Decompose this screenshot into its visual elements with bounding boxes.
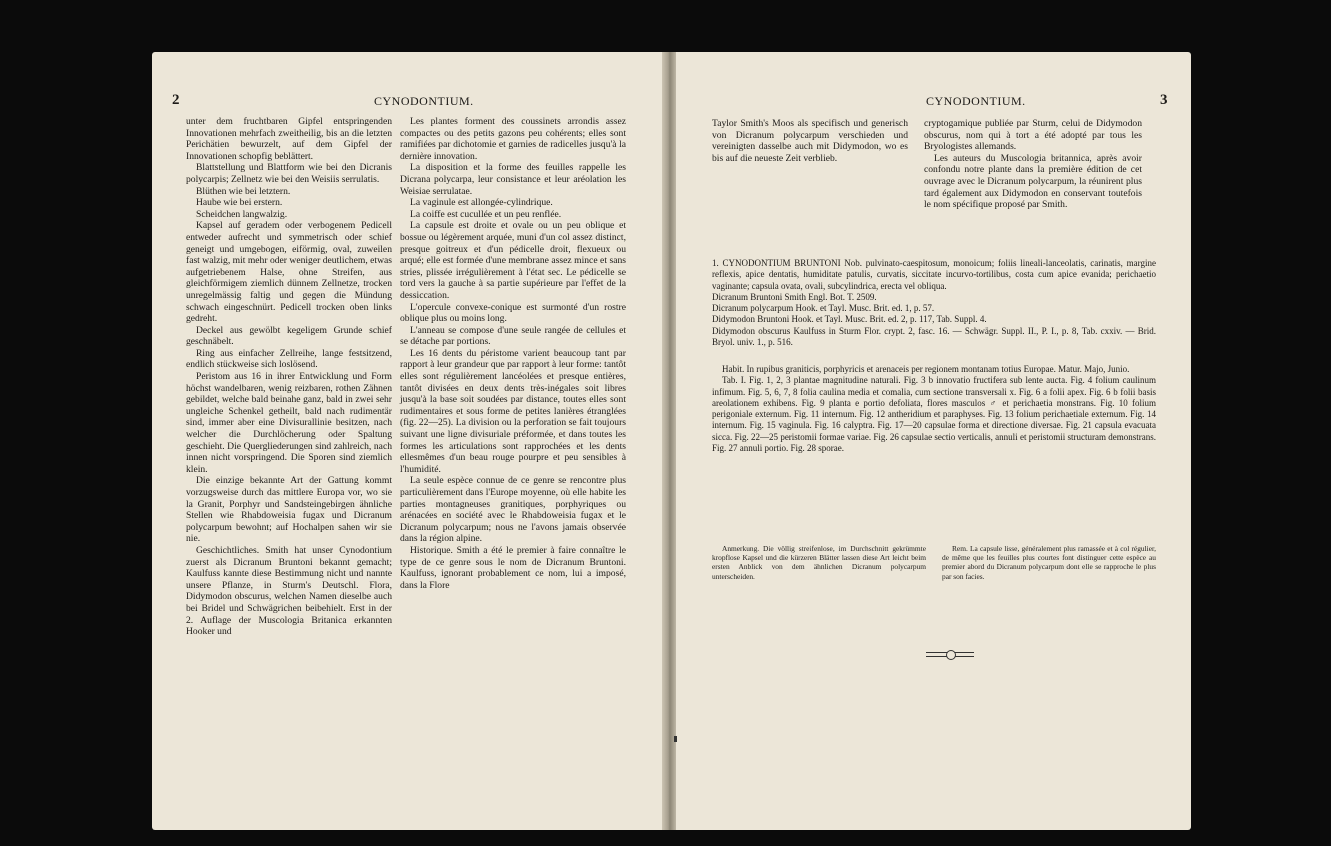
page-number: 3 (1160, 92, 1168, 108)
paragraph: unter dem fruchtbaren Gipfel entspringenden Innovationen mehrfach zweitheilig, bis an die letzten Perichätien bewurzelt, auf dem Gipfel der Innovationen schopfig beblättert. (186, 116, 392, 162)
decorative-divider (926, 652, 974, 657)
paragraph: La disposition et la forme des feuilles rappelle les Dicrana polycarpa, leur consistance et leur aréolation les Weisiae serrulatae. (400, 162, 626, 197)
species-heading: 1. CYNODONTIUM BRUNTONI Nob. pulvinato-caespitosum, monoicum; foliis lineali-lanceolatis, carinatis, margine reflexis, apice dentatis, humiditate patulis, curvatis, siccitate incurvo-tortilibus, costa cum apice evanida; perichaetio vaginante; capsula ovata, ovali, subcylindrica, erecta vel obliqua. (712, 258, 1156, 291)
paragraph: Les 16 dents du péristome varient beaucoup tant par rapport à leur grandeur que par rapport à leur forme: tantôt elles sont régulièrement lancéolées et presque entières, tantôt divisées en deux dents très-inégales soit libres jusqu'à la base soit soudées par distance, toutes elles sont rudimentaires et sous forme de petites lanières étranglées (fig. 22—25). La division ou la perforation se fait toujours suivant une ligne divisuriale préformée, et dans toutes les formes les articulations sont rapprochées et les dents ellesmêmes d'un beau rouge pourpre et peu sensibles à l'humidité. (400, 347, 626, 475)
paragraph: Geschichtliches. Smith hat unser Cynodontium zuerst als Dicranum Bruntoni bekannt gemacht; Kaulfuss kannte diese Bestimmung nicht und nannte unsere Pflanze, in Sturm's Deutschl. Flora, Didymodon obscurus, welchen Namen dieselbe auch bei Bridel und Schwägrichen beibehielt. Erst in der 2. Auflage der Muscologia Britanica erkannten Hooker und (186, 544, 392, 638)
right-page (676, 52, 1191, 830)
species-entry (712, 258, 1156, 348)
paragraph: Rem. La capsule lisse, généralement plus ramassée et à col régulier, de même que les feuilles plus courtes font distinguer cette espèce au premier abord du Dicranum polycarpum dont elle se rapproche le plus par son facies. (942, 544, 1156, 581)
note-french (942, 544, 1156, 581)
paragraph: Les plantes forment des coussinets arrondis assez compactes ou des petits gazons peu cohérents; elles sont ramifiées par dichotomie et garnies de radicelles jusqu'à la dernière innovation. (400, 116, 626, 162)
paragraph: Kapsel auf geradem oder verbogenem Pedicell entweder aufrecht und symmetrisch oder schief geneigt und umgebogen, eiförmig, oval, zuweilen fast walzig, mit mehr oder weniger deutlichem, etwas aufgetriebenem Halse, ohne Streifen, aus gleichförmigem ziemlich dünnem Zellnetze, trocken unregelmässig faltig und gegen die Mündung schwach eingeschnürt. Pedicell trocken oben links gedreht. (186, 220, 392, 325)
page-edge-mark (674, 736, 677, 742)
plate-explanation: Tab. I. Fig. 1, 2, 3 plantae magnitudine naturali. Fig. 3 b innovatio fructifera sub lente aucta. Fig. 4 folium caulinum infimum. Fig. 5, 6, 7, 8 folia caulina media et comalia, cum sectione transversali x. Fig. 6 a folii apex. Fig. 6 b folii basis areolationem exhibens. Fig. 9 planta e portio defoliata, flores masculos ♂ et perichaetia monstrans. Fig. 10 folium perigoniale externum. Fig. 11 internum. Fig. 12 antheridium et paraphyses. Fig. 13 folium perichaetiale externum. Fig. 14 internum. Fig. 15 vaginula. Fig. 16 calyptra. Fig. 17—20 capsulae forma et directione diversae. Fig. 21 capsula evacuata sicca. Fig. 22—25 peristomii formae variae. Fig. 26 capsulae sectio verticalis, annuli et peristomii structuram demonstrans. Fig. 27 annuli portio. Fig. 28 sporae. (712, 375, 1156, 454)
synonym: Dicranum Bruntoni Smith Engl. Bot. T. 2509. (712, 291, 877, 302)
synonym: Didymodon Bruntoni Hook. et Tayl. Musc. Brit. ed. 2, p. 117, Tab. Suppl. 4. (712, 314, 987, 325)
paragraph: Peristom aus 16 in ihrer Entwicklung und Form höchst wandelbaren, wenig reizbaren, rothen Zähnen gebildet, welche bald beinahe ganz, bald in zwei sehr ungleiche Schenkel getheilt, bald nach rudimentär sind, immer aber eine Divisurallinie besitzen, nach welcher die Durchlöcherung oder Spaltung geschieht. Die Quergliederungen sind zahlreich, nach innen nicht vorspringend. Die Sporen sind ziemlich klein. (186, 371, 392, 475)
habit-paragraph: Habit. In rupibus graniticis, porphyricis et arenaceis per regionem montanam totius Europae. Matur. Majo, Junio. (722, 364, 1130, 374)
german-top-column (712, 118, 908, 164)
paragraph: Historique. Smith a été le premier à faire connaître le type de ce genre sous le nom de Dicranum Bruntoni. Kaulfuss, ignorant probablement ce nom, lui a imposé, dans la Flore (400, 544, 626, 591)
running-head: CYNODONTIUM. (374, 94, 474, 108)
paragraph: Die einzige bekannte Art der Gattung kommt vorzugsweise durch das mittlere Europa vor, wo sie la Granit, Porphyr und Sandsteingebirgen ähnliche Stellen wie Rhabdoweisia fugax und Dicranum polycarpum bewohnt; auf Hochalpen sahen wir sie nie. (186, 475, 392, 545)
paragraph: L'anneau se compose d'une seule rangée de cellules et se détache par portions. (400, 324, 626, 348)
left-page (152, 52, 662, 830)
page-number: 2 (172, 92, 180, 108)
paragraph: Blattstellung und Blattform wie bei den Dicranis polycarpis; Zellnetz wie bei den Weisiis serrulatis. (186, 162, 392, 185)
paragraph: La capsule est droite et ovale ou un peu oblique et bossue ou légèrement arquée, muni d'un col assez distinct, presque goitreux et d'un pédicelle droit, flexueux ou arqué; elle est formée d'une membrane assez mince et sans stries, plissée irrégulièrement à l'état sec. Le pédicelle se tord vers la gauche à sa partie supérieure par l'effet de la dessiccation. (400, 220, 626, 301)
paragraph: Deckel aus gewölbt kegeligem Grunde schief geschnäbelt. (186, 324, 392, 348)
note-german (712, 544, 926, 581)
paragraph: La seule espèce connue de ce genre se rencontre plus particulièrement dans l'Europe moyenne, où elle habite les parties montagneuses granitiques, porphyriques ou arénacées en société avec le Rhabdoweisia fugax et le Dicranum polycarpum; nous ne l'avons jamais observée dans la région alpine. (400, 475, 626, 545)
synonym: Didymodon obscurus Kaulfuss in Sturm Flor. crypt. 2, fasc. 16. — Schwägr. Suppl. II., P. I., p. 8, Tab. cxxiv. — Brid. Bryol. univ. 1., p. 516. (712, 325, 1156, 348)
paragraph: La coiffe est cucullée et un peu renflée. (410, 208, 562, 220)
paragraph: La vaginule est allongée-cylindrique. (410, 197, 553, 209)
synonym: Dicranum polycarpum Hook. et Tayl. Musc. Brit. ed. 1, p. 57. (712, 303, 935, 314)
french-top-column (924, 118, 1142, 211)
paragraph: L'opercule convexe-conique est surmonté d'un rostre oblique plus ou moins long. (400, 301, 626, 325)
paragraph: Scheidchen langwalzig. (196, 208, 288, 220)
running-head: CYNODONTIUM. (926, 94, 1026, 108)
paragraph: Blüthen wie bei letztern. (196, 185, 291, 197)
paragraph: cryptogamique publiée par Sturm, celui de Didymodon obscurus, nom qui à tort a été adopté par tous les Bryologistes allemands. (924, 118, 1142, 153)
paragraph: Les auteurs du Muscologia britannica, après avoir confondu notre plante dans la première édition de cet ouvrage avec le Dicranum polycarpum, la réunirent plus tard également aux Didymodon en conservant toutefois le nom spécifique proposé par Smith. (924, 152, 1142, 211)
paragraph: Haube wie bei erstern. (196, 197, 283, 209)
paragraph: Taylor Smith's Moos als specifisch und generisch von Dicranum polycarpum verschieden und vereinigten dasselbe auch mit Didymodon, wo es bis auf die neueste Zeit verblieb. (712, 118, 908, 164)
french-column (400, 116, 626, 591)
paragraph: Anmerkung. Die völlig streifenlose, im Durchschnitt gekrümmte kropflose Kapsel und die kürzeren Blätter lassen diese Art leicht beim ersten Anblick von dem ähnlichen Dicranum polycarpum unterscheiden. (712, 544, 926, 581)
description-block (712, 364, 1156, 454)
paragraph: Ring aus einfacher Zellreihe, lange festsitzend, endlich stückweise sich loslösend. (186, 347, 392, 371)
german-column (186, 116, 392, 638)
